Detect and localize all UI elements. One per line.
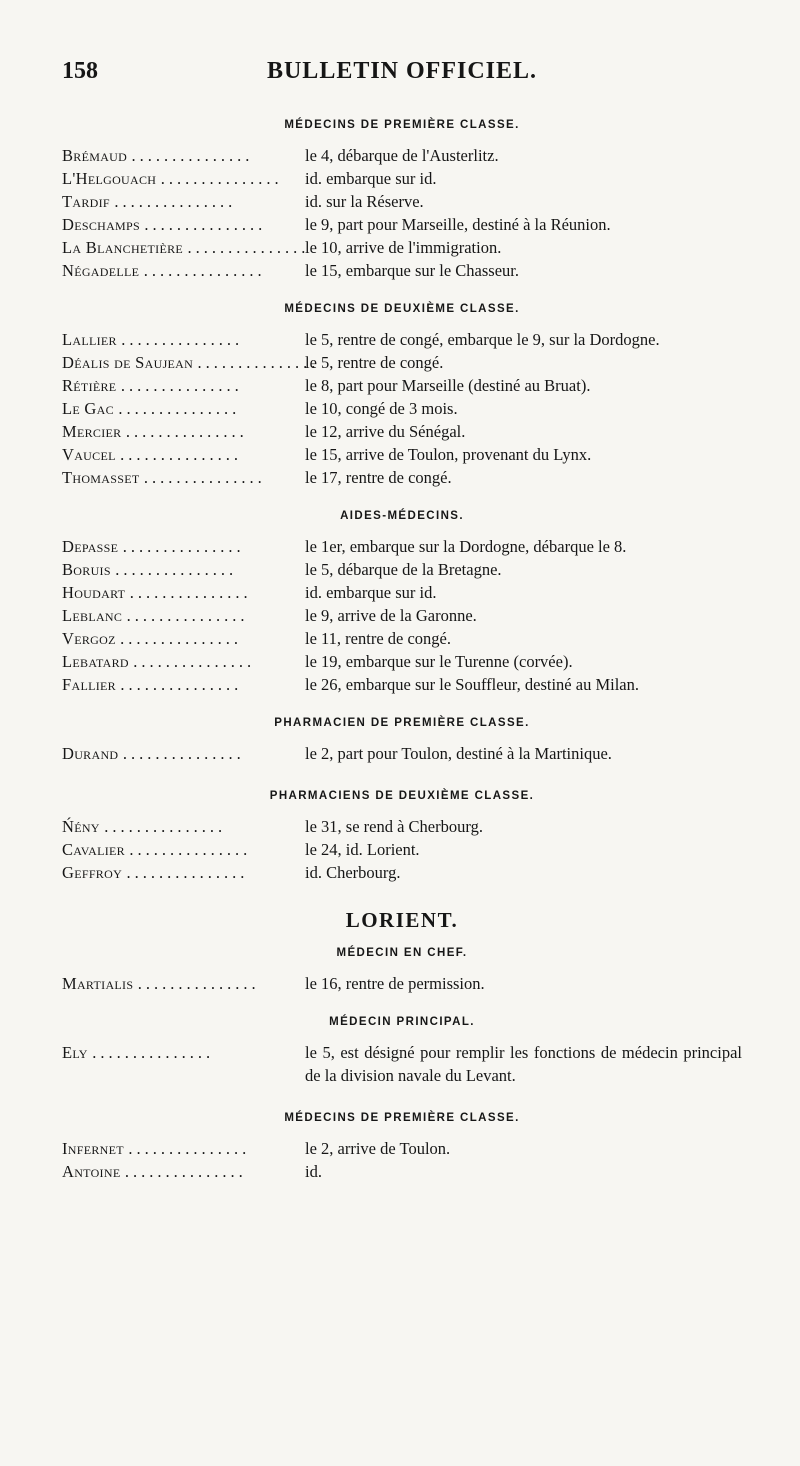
page-header bbox=[62, 58, 742, 88]
section-medecins-premiere-classe bbox=[62, 110, 742, 282]
entry-text: le 10, arrive de l'immigration. bbox=[305, 238, 502, 257]
entry bbox=[62, 1137, 742, 1160]
entry-name: Thomasset ............... bbox=[62, 468, 266, 487]
entry-list bbox=[62, 815, 742, 884]
entry bbox=[62, 167, 742, 190]
entry-name: Brémaud ............... bbox=[62, 146, 254, 165]
running-title: BULLETIN OFFICIEL. bbox=[266, 58, 538, 84]
entry-text: le 9, arrive de la Garonne. bbox=[305, 606, 477, 625]
section-heading: MÉDECIN EN CHEF. bbox=[336, 947, 468, 959]
entry-name: Rétière ............... bbox=[62, 376, 243, 395]
entry-name: Lallier ............... bbox=[62, 330, 244, 349]
entry-name: Le Gac ............... bbox=[62, 399, 241, 418]
entry bbox=[62, 213, 742, 236]
entry-name: Vaucel ............... bbox=[62, 445, 243, 464]
entry bbox=[62, 972, 742, 995]
entry-name: Vergoz ............... bbox=[62, 629, 243, 648]
entry-name: Geffroy ............... bbox=[62, 863, 249, 882]
entry-text: le 12, arrive du Sénégal. bbox=[305, 422, 466, 441]
entry-list bbox=[62, 1137, 742, 1183]
entry bbox=[62, 742, 742, 765]
entry-text: le 16, rentre de permission. bbox=[305, 974, 485, 993]
entry-name: Infernet ............... bbox=[62, 1139, 251, 1158]
entry-list bbox=[62, 328, 742, 489]
entry-text: le 1er, embarque sur la Dordogne, débarque le 8. bbox=[305, 537, 627, 556]
entry bbox=[62, 443, 742, 466]
entry-name: Houdart ............... bbox=[62, 583, 252, 602]
page-number: 158 bbox=[62, 58, 98, 84]
section-medecins-deuxieme-classe bbox=[62, 294, 742, 489]
entry bbox=[62, 581, 742, 604]
entry-name: Cavalier ............... bbox=[62, 840, 252, 859]
entry-text: le 15, arrive de Toulon, provenant du Lynx. bbox=[305, 445, 592, 464]
entry-name: Antoine ............... bbox=[62, 1162, 247, 1181]
entry-text: le 10, congé de 3 mois. bbox=[305, 399, 458, 418]
entry bbox=[62, 374, 742, 397]
entry bbox=[62, 351, 742, 374]
entry-name: Boruis ............... bbox=[62, 560, 238, 579]
entry-name: Tardif ............... bbox=[62, 192, 237, 211]
section-heading: MÉDECINS DE PREMIÈRE CLASSE. bbox=[284, 1112, 520, 1124]
section-heading: MÉDECINS DE DEUXIÈME CLASSE. bbox=[284, 303, 520, 315]
entry-list bbox=[62, 144, 742, 282]
entry-name: Mercier ............... bbox=[62, 422, 248, 441]
entry bbox=[62, 673, 742, 696]
entry-text: le 15, embarque sur le Chasseur. bbox=[305, 261, 519, 280]
entry-name: Fallier ............... bbox=[62, 675, 243, 694]
entry bbox=[62, 259, 742, 282]
entry bbox=[62, 627, 742, 650]
entry bbox=[62, 236, 742, 259]
entry-text: le 4, débarque de l'Austerlitz. bbox=[305, 146, 499, 165]
page-content bbox=[62, 110, 742, 1183]
entry-list bbox=[62, 742, 742, 765]
entry-name: Deschamps ............... bbox=[62, 215, 267, 234]
entry bbox=[62, 328, 742, 351]
section-medecin-principal bbox=[62, 1007, 742, 1087]
entry-list bbox=[62, 535, 742, 696]
entry-name: Martialis ............... bbox=[62, 974, 260, 993]
entry-name: Ely ............... bbox=[62, 1043, 215, 1062]
entry-name: Depasse ............... bbox=[62, 537, 245, 556]
entry bbox=[62, 420, 742, 443]
entry-text: id. embarque sur id. bbox=[305, 583, 437, 602]
entry-text: le 9, part pour Marseille, destiné à la Réunion. bbox=[305, 215, 611, 234]
entry-text: le 11, rentre de congé. bbox=[305, 629, 451, 648]
entry-text: le 24, id. Lorient. bbox=[305, 840, 420, 859]
entry-name: L'Helgouach ............... bbox=[62, 169, 283, 188]
entry bbox=[62, 466, 742, 489]
entry-text: le 5, rentre de congé, embarque le 9, sur la Dordogne. bbox=[305, 330, 660, 349]
entry-text: le 17, rentre de congé. bbox=[305, 468, 452, 487]
entry-text: le 26, embarque sur le Souffleur, destiné au Milan. bbox=[305, 675, 639, 694]
entry bbox=[62, 1160, 742, 1183]
entry bbox=[62, 397, 742, 420]
entry bbox=[62, 861, 742, 884]
section-heading: MÉDECIN PRINCIPAL. bbox=[329, 1016, 475, 1028]
entry bbox=[62, 838, 742, 861]
section-medecin-en-chef bbox=[62, 938, 742, 995]
entry bbox=[62, 815, 742, 838]
entry-text: le 31, se rend à Cherbourg. bbox=[305, 817, 483, 836]
entry-name: Leblanc ............... bbox=[62, 606, 249, 625]
entry bbox=[62, 558, 742, 581]
entry bbox=[62, 650, 742, 673]
entry bbox=[62, 190, 742, 213]
section-pharmaciens-deuxieme-classe bbox=[62, 781, 742, 884]
entry-list bbox=[62, 972, 742, 995]
entry-text: le 2, arrive de Toulon. bbox=[305, 1139, 451, 1158]
entry-list bbox=[62, 1041, 742, 1087]
entry-text: le 5, rentre de congé. bbox=[305, 353, 444, 372]
section-heading: PHARMACIENS DE DEUXIÈME CLASSE. bbox=[269, 790, 535, 802]
section-heading: MÉDECINS DE PREMIÈRE CLASSE. bbox=[284, 119, 520, 131]
entry-text: le 5, débarque de la Bretagne. bbox=[305, 560, 502, 579]
section-lorient-medecins-premiere-classe bbox=[62, 1103, 742, 1183]
entry-name: Durand ............... bbox=[62, 744, 245, 763]
section-heading: AIDES-MÉDECINS. bbox=[340, 510, 464, 522]
entry bbox=[62, 604, 742, 627]
entry-text: id. embarque sur id. bbox=[305, 169, 437, 188]
place-heading: LORIENT. bbox=[345, 908, 459, 932]
entry-text: id. bbox=[305, 1162, 322, 1181]
section-aides-medecins bbox=[62, 501, 742, 696]
entry-text: le 19, embarque sur le Turenne (corvée). bbox=[305, 652, 573, 671]
entry-name: Déalis de Saujean ............... bbox=[62, 353, 320, 372]
entry-name: La Blanchetière ............... bbox=[62, 238, 310, 257]
section-heading: PHARMACIEN DE PREMIÈRE CLASSE. bbox=[274, 717, 530, 729]
entry bbox=[62, 1041, 742, 1087]
entry bbox=[62, 144, 742, 167]
entry-text: id. sur la Réserve. bbox=[305, 192, 424, 211]
entry-name: Lebatard ............... bbox=[62, 652, 256, 671]
section-pharmacien-premiere-classe bbox=[62, 708, 742, 765]
entry-text: le 2, part pour Toulon, destiné à la Martinique. bbox=[305, 744, 612, 763]
entry-text: le 8, part pour Marseille (destiné au Bruat). bbox=[305, 376, 591, 395]
entry bbox=[62, 535, 742, 558]
entry-text: id. Cherbourg. bbox=[305, 863, 401, 882]
entry-text: le 5, est désigné pour remplir les fonctions de médecin principal de la division navale du Levant. bbox=[305, 1043, 742, 1085]
entry-name: Négadelle ............... bbox=[62, 261, 266, 280]
entry-name: Ńény ............... bbox=[62, 817, 227, 836]
